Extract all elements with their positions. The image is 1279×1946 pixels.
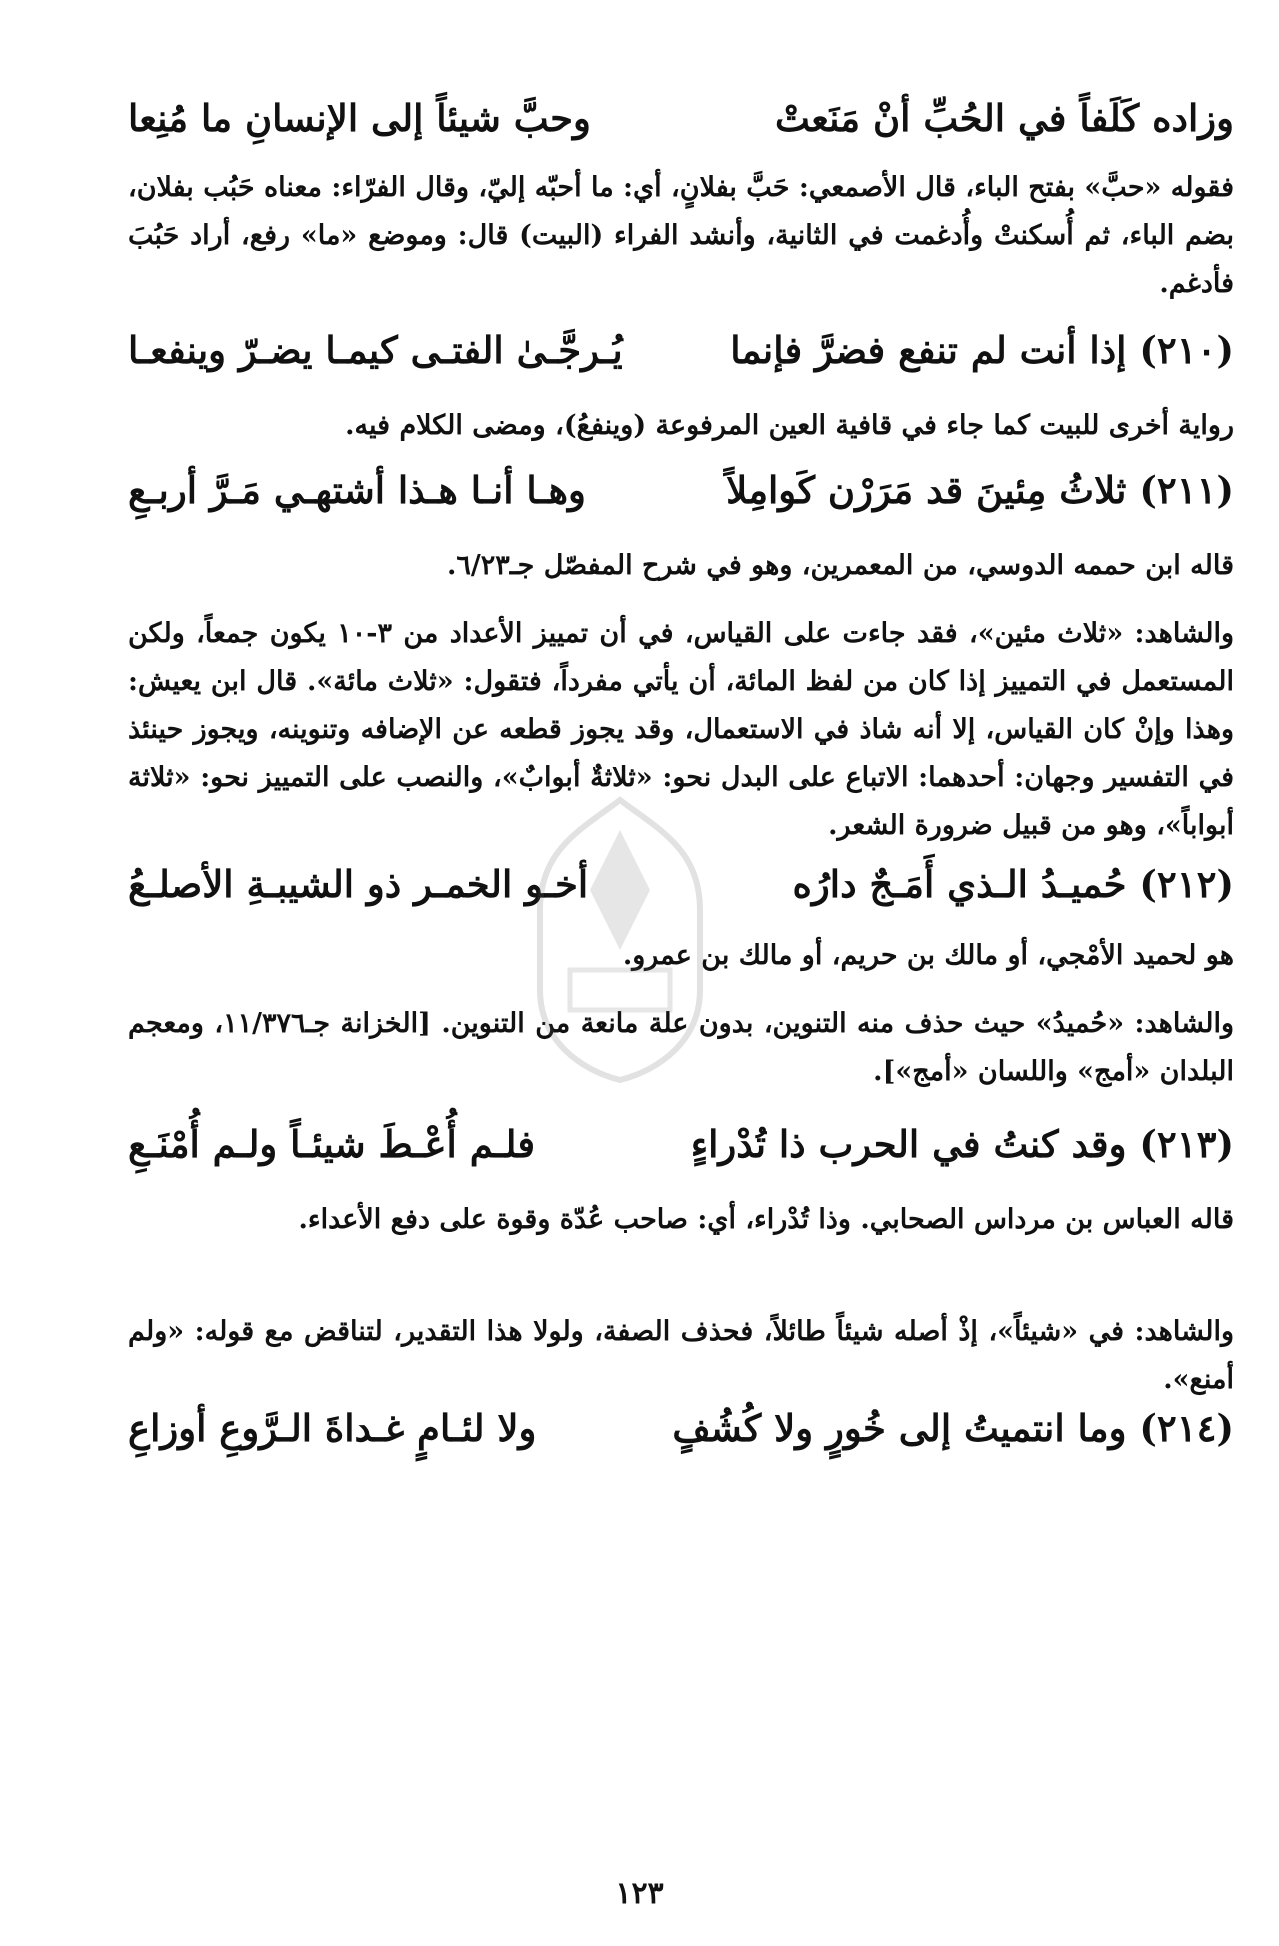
verse-211 xyxy=(128,468,1234,512)
paragraph-1: فقوله «حبَّ» بفتح الباء، قال الأصمعي: حَبَّ بفلانٍ، أي: ما أحبّه إليّ، وقال الفرّاء: معناه حَبُب بفلان، بضم الباء، ثم أُسكنتْ وأُدغمت في الثانية، وأنشد الفراء (البيت) قال: وموضع «ما» رفع، أراد حَبُبَ فأدغم. xyxy=(127,172,1234,299)
verse-hemistich-2: وحبَّ شيئاً إلى الإنسانِ ما مُنِعا xyxy=(128,96,591,140)
verse-hemistich-2: أخـو الخمـر ذو الشيبـةِ الأصلـعُ xyxy=(128,862,589,906)
verse-hemistich-1: (٢١١) ثلاثُ مِئينَ قد مَرَرْن كَوامِلاً xyxy=(726,468,1234,512)
verse-hemistich-2: ولا لئـامٍ غـداةَ الـرَّوعِ أوزاعِ xyxy=(128,1406,537,1450)
paragraph-6: والشاهد: «حُميدُ» حيث حذف منه التنوين، بدون علة مانعة من التنوين. [الخزانة جـ١١/٣٧٦، ومعجم البلدان «أمج» واللسان «أمج»]. xyxy=(128,1008,1235,1087)
paragraph-2: رواية أخرى للبيت كما جاء في قافية العين المرفوعة (وينفعُ)، ومضى الكلام فيه. xyxy=(345,410,1234,441)
verse-hemistich-1: (٢١٠) إذا أنت لم تنفع فضرَّ فإنما xyxy=(730,328,1234,372)
verse-210 xyxy=(128,328,1234,372)
verse-hemistich-2: يُـرجَّـىٰ الفتـى كيمـا يضـرّ وينفعـا xyxy=(128,328,623,372)
library-watermark-icon xyxy=(500,790,740,1090)
paragraph-3: قاله ابن حممه الدوسي، من المعمرين، وهو في شرح المفصّل جـ٦/٢٣. xyxy=(446,550,1234,581)
verse-hemistich-2: فلـم أُعْـطَ شيئـاً ولـم أُمْنَـعِ xyxy=(128,1122,536,1166)
verse-hemistich-1: (٢١٣) وقد كنتُ في الحرب ذا تُدْراءٍ xyxy=(690,1122,1234,1166)
paragraph-5: هو لحميد الأمْجي، أو مالك بن حريم، أو مالك بن عمرو. xyxy=(622,940,1234,971)
verse-hemistich-2: وهـا أنـا هـذا أشتهـي مَـرَّ أربـعِ xyxy=(128,468,586,512)
verse-hemistich-1: وزاده كَلَفاً في الحُبِّ أنْ مَنَعتْ xyxy=(774,96,1234,140)
verse-hemistich-1: (٢١٤) وما انتميتُ إلى خُورٍ ولا كُشُفٍ xyxy=(672,1406,1234,1450)
page-number: ١٢٣ xyxy=(615,1876,664,1911)
paragraph-4: والشاهد: «ثلاث مئين»، فقد جاءت على القياس، في أن تمييز الأعداد من ٣-١٠ يكون جمعاً، ولكن المستعمل في التمييز إذا كان من لفظ المائة، أن يأتي مفرداً، فتقول: «ثلاث مائة». قال ابن يعيش: وهذا وإنْ كان القياس، إلا أنه شاذ في الاستعمال، وقد يجوز قطعه عن الإضافه وتنوينه، ويجوز حينئذ في التفسير وجهان: أحدهما: الاتباع على البدل نحو: «ثلاثةٌ أبوابٌ»، والنصب على التمييز نحو: «ثلاثة أبواباً»، وهو من قبيل ضرورة الشعر. xyxy=(128,618,1234,841)
verse-top xyxy=(128,96,1234,140)
verse-214 xyxy=(128,1406,1234,1450)
paragraph-8: والشاهد: في «شيئاً»، إذْ أصله شيئاً طائلاً، فحذف الصفة، ولولا هذا التقدير، لتناقض مع قوله: «ولم أمنع». xyxy=(128,1316,1234,1395)
paragraph-7: قاله العباس بن مرداس الصحابي. وذا تُدْراء، أي: صاحب عُدّة وقوة على دفع الأعداء. xyxy=(298,1204,1234,1235)
verse-213 xyxy=(128,1122,1234,1166)
verse-hemistich-1: (٢١٢) حُميـدُ الـذي أَمَـجٌ دارُه xyxy=(792,862,1234,906)
